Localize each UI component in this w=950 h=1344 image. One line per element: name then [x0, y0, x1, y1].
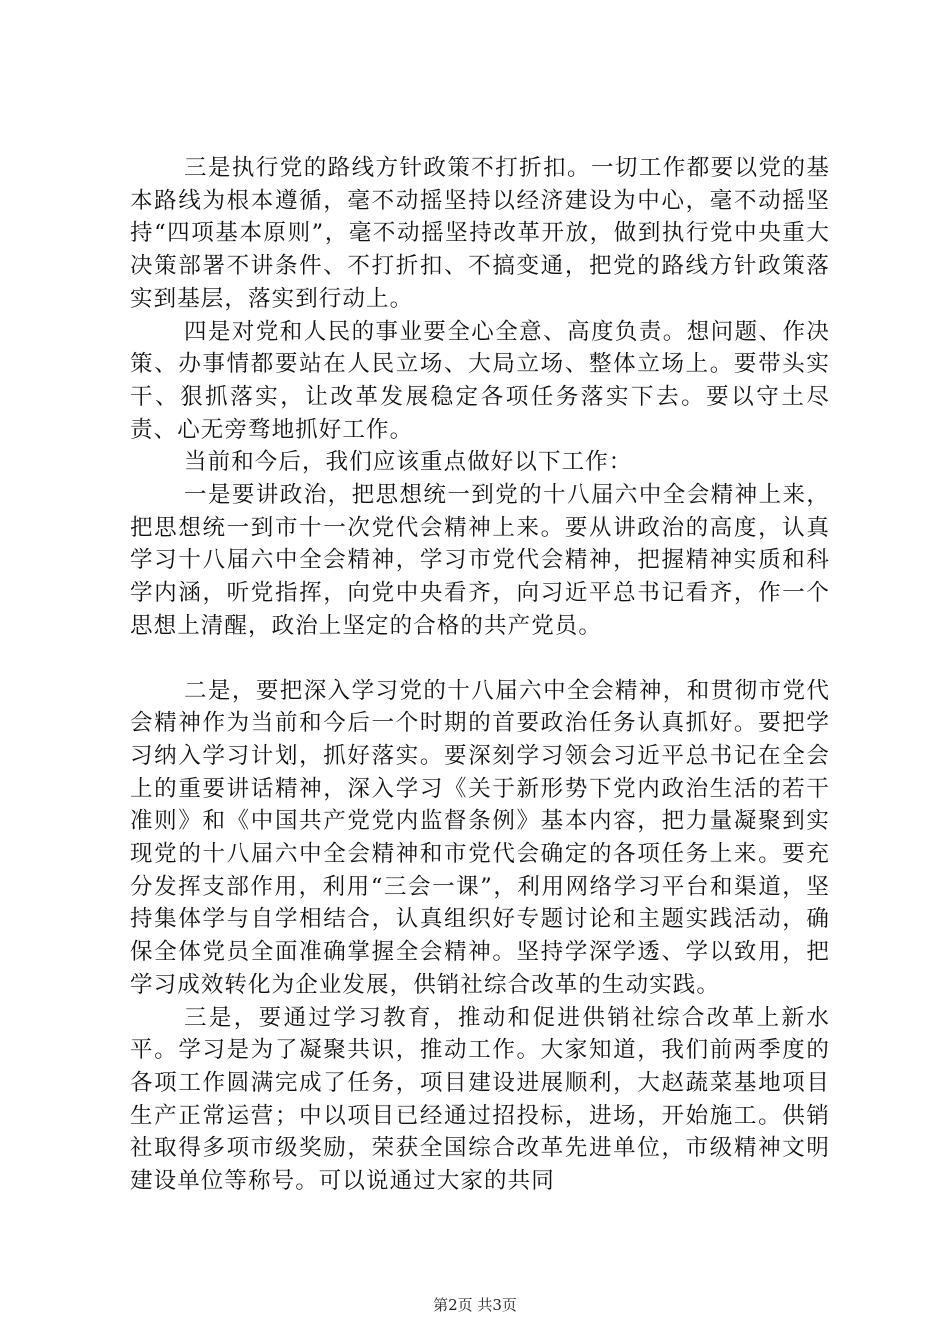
paragraph-third-point: 三是执行党的路线方针政策不打折扣。一切工作都要以党的基本路线为根本遵循，毫不动摇坚持以经济建设为中心，毫不动摇坚持“四项基本原则”，毫不动摇坚持改革开放，做到执行党中央重大决策部署不讲条件、不打折扣、不搞变通，把党的路线方针政策落实到基层，落实到行动上。 [130, 155, 830, 312]
paragraph-fourth-point: 四是对党和人民的事业要全心全意、高度负责。想问题、作决策、办事情都要站在人民立场、大局立场、整体立场上。要带头实干、狠抓落实，让改革发展稳定各项任务落实下去。要以守土尽责、心无旁骛地抓好工作。 [130, 318, 830, 443]
paragraph-work-intro: 当前和今后，我们应该重点做好以下工作： [184, 449, 633, 476]
page-number-footer: 第2页 共3页 [433, 1296, 517, 1314]
paragraph-work-three: 三是，要通过学习教育，推动和促进供销社综合改革上新水平。学习是为了凝聚共识，推动工作。大家知道，我们前两季度的各项工作圆满完成了任务，项目建设进展顺利，大赵蔬菜基地项目生产正常运营；中以项目已经通过招投标，进场，开始施工。供销社取得多项市级奖励，荣获全国综合改革先进单位，市级精神文明建设单位等称号。可以说通过大家的共同 [130, 1004, 830, 1195]
document-body [130, 152, 830, 1198]
paragraph-work-two: 二是，要把深入学习党的十八届六中全会精神，和贯彻市党代会精神作为当前和今后一个时期的首要政治任务认真抓好。要把学习纳入学习计划，抓好落实。要深刻学习领会习近平总书记在全会上的重要讲话精神，深入学习《关于新形势下党内政治生活的若干准则》和《中国共产党党内监督条例》基本内容，把力量凝聚到实现党的十八届六中全会精神和市党代会确定的各项任务上来。要充分发挥支部作用，利用“三会一课”，利用网络学习平台和渠道，坚持集体学与自学相结合，认真组织好专题讨论和主题实践活动，确保全体党员全面准确掌握全会精神。坚持学深学透、学以致用，把学习成效转化为企业发展，供销社综合改革的生动实践。 [130, 677, 830, 998]
paragraph-work-one: 一是要讲政治，把思想统一到党的十八届六中全会精神上来，把思想统一到市十一次党代会精神上来。要从讲政治的高度，认真学习十八届六中全会精神，学习市党代会精神，把握精神实质和科学内涵，听党指挥，向党中央看齐，向习近平总书记看齐，作一个思想上清醒，政治上坚定的合格的共产党员。 [130, 482, 830, 639]
